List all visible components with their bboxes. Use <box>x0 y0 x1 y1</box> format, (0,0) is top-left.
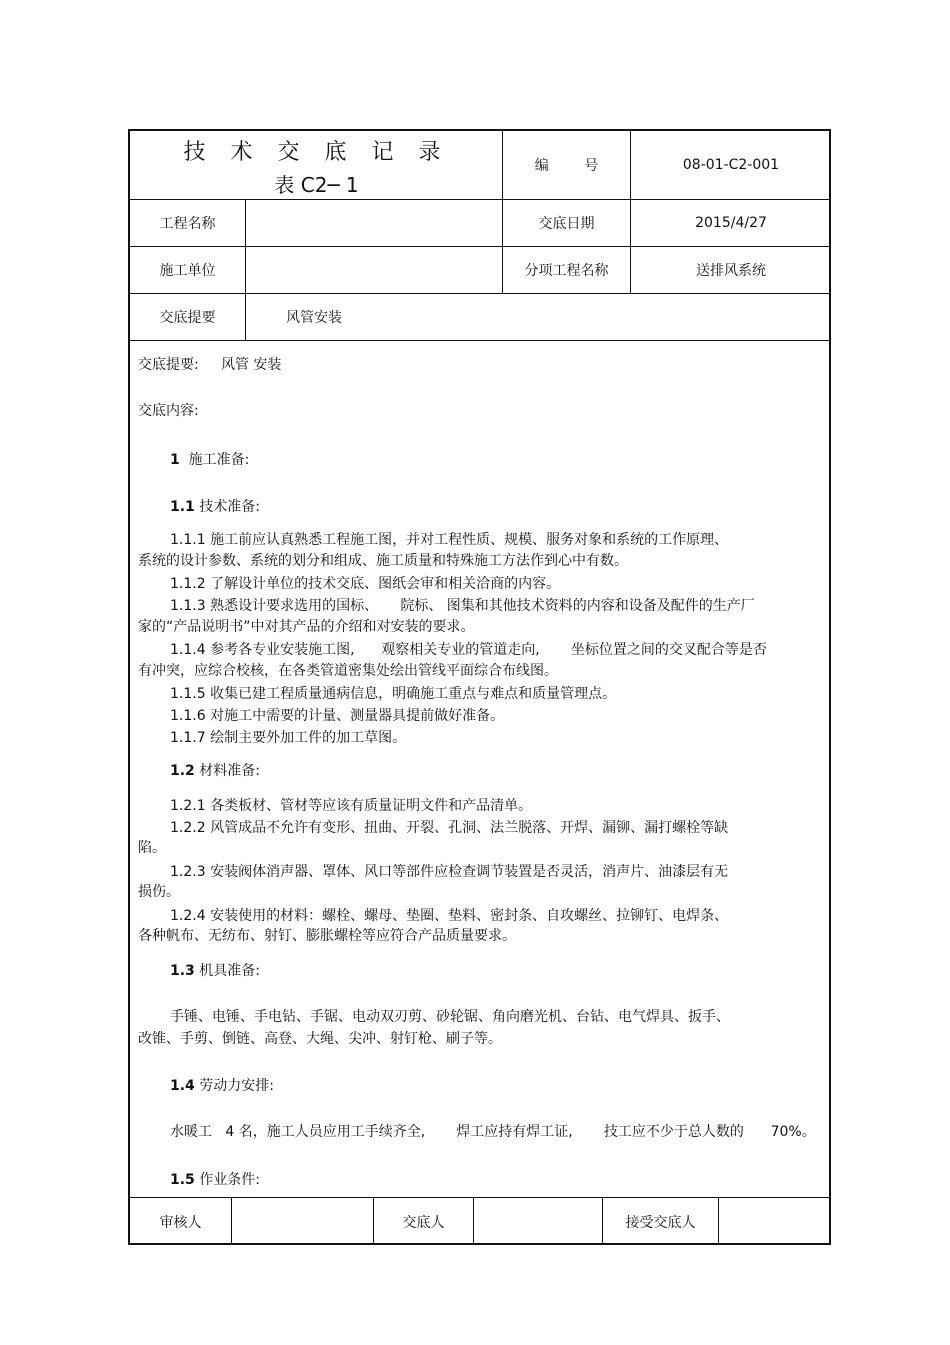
paragraph-line: 陷。 <box>138 840 166 856</box>
paragraph-line: 水暖工 4 名，施工人员应用工手续齐全, 焊工应持有焊工证, 技工应不少于总人数的 70%。 <box>170 1124 816 1140</box>
section-title: 机具准备: <box>199 963 260 979</box>
date-label: 交底日期 <box>538 216 595 232</box>
paragraph-line: 1.1.7 绘制主要外加工件的加工草图。 <box>170 730 407 746</box>
unit-label: 施工单位 <box>159 263 216 279</box>
form-title: 技 术 交 底 记 录 <box>183 140 450 165</box>
section-number: 1.3 <box>170 963 195 979</box>
paragraph-line: 1.1.1 施工前应认真熟悉工程施工图，并对工程性质、规模、服务对象和系统的工作原理、 <box>170 532 729 548</box>
section-number: 1.1 <box>170 499 195 515</box>
section-title: 作业条件: <box>199 1172 260 1188</box>
sub-project-label: 分项工程名称 <box>524 263 609 279</box>
receiver-value[interactable] <box>719 1198 829 1245</box>
section-title: 施工准备: <box>188 452 250 468</box>
section-number: 1 <box>170 452 180 468</box>
section-title: 材料准备: <box>199 763 260 779</box>
section-title: 劳动力安排: <box>199 1078 274 1094</box>
paragraph-line: 系统的设计参数、系统的划分和组成、施工质量和特殊施工方法作到心中有数。 <box>138 553 628 569</box>
number-label: 编 号 <box>534 158 599 174</box>
reviewer-value[interactable] <box>232 1198 373 1245</box>
section-title: 技术准备: <box>199 499 260 515</box>
paragraph-line: 损伤。 <box>138 884 180 900</box>
project-name-value[interactable] <box>246 200 502 246</box>
sub-project-value[interactable]: 送排风系统 <box>696 263 766 279</box>
section-1-3 <box>170 962 260 980</box>
paragraph-line: 有冲突，应综合校核，在各类管道密集处绘出管线平面综合布线图。 <box>138 663 558 679</box>
summary-value[interactable]: 风管安装 <box>286 310 342 326</box>
paragraph-line: 1.1.5 收集已建工程质量通病信息，明确施工重点与难点和质量管理点。 <box>170 686 617 702</box>
paragraph-line: 1.2.1 各类板材、管材等应该有质量证明文件和产品清单。 <box>170 798 533 814</box>
paragraph-line: 1.1.2 了解设计单位的技术交底、图纸会审和相关洽商的内容。 <box>170 576 561 592</box>
paragraph-line: 手锤、电锤、手电钻、手锯、电动双刃剪、砂轮锯、角向磨光机、台钻、电气焊具、扳手、 <box>170 1009 730 1025</box>
paragraph-line: 1.2.4 安装使用的材料：螺栓、螺母、垫圈、垫料、密封条、自攻螺丝、拉铆钉、电焊条、 <box>170 908 729 924</box>
section-1-5 <box>170 1171 260 1189</box>
reviewer-label: 审核人 <box>159 1214 202 1231</box>
paragraph-line: 1.1.6 对施工中需要的计量、测量器具提前做好准备。 <box>170 708 505 724</box>
section-1 <box>170 451 249 469</box>
discloser-label: 交底人 <box>402 1214 445 1231</box>
paragraph-line: 1.2.2 风管成品不允许有变形、扭曲、开裂、孔洞、法兰脱落、开焊、漏铆、漏打螺栓等缺 <box>170 820 729 836</box>
unit-value[interactable] <box>246 247 502 293</box>
section-1-4 <box>170 1077 274 1095</box>
rule <box>130 340 829 341</box>
paragraph-line: 改锥、手剪、倒链、高登、大绳、尖冲、射钉枪、刷子等。 <box>138 1031 502 1047</box>
paragraph-line: 1.1.4 参考各专业安装施工图, 观察相关专业的管道走向, 坐标位置之间的交叉配合等是否 <box>170 642 767 658</box>
form-code: 表 C2─ 1 <box>274 173 359 197</box>
date-value[interactable]: 2015/4/27 <box>695 215 767 231</box>
number-value: 08-01-C2-001 <box>682 157 780 173</box>
project-name-label: 工程名称 <box>159 216 216 232</box>
section-number: 1.5 <box>170 1172 195 1188</box>
summary-line: 交底提要: 风管 安装 <box>138 357 282 373</box>
paragraph-line: 1.2.3 安装阀体消声器、罩体、风口等部件应检查调节装置是否灵活，消声片、油漆层有无 <box>170 864 729 880</box>
section-1-1 <box>170 498 260 516</box>
section-number: 1.2 <box>170 763 195 779</box>
section-number: 1.4 <box>170 1078 195 1094</box>
disclosure-form <box>128 129 831 1245</box>
discloser-value[interactable] <box>474 1198 602 1245</box>
summary-label: 交底提要 <box>159 310 216 326</box>
content-label: 交底内容: <box>138 403 199 419</box>
paragraph-line: 家的“产品说明书”中对其产品的介绍和对安装的要求。 <box>138 619 475 635</box>
paragraph-line: 1.1.3 熟悉设计要求选用的国标、 院标、 图集和其他技术资料的内容和设备及配件的生产厂 <box>170 598 755 614</box>
paragraph-line: 各种帆布、无纺布、射钉、膨胀螺栓等应符合产品质量要求。 <box>138 928 516 944</box>
section-1-2 <box>170 762 260 780</box>
receiver-label: 接受交底人 <box>625 1214 696 1231</box>
